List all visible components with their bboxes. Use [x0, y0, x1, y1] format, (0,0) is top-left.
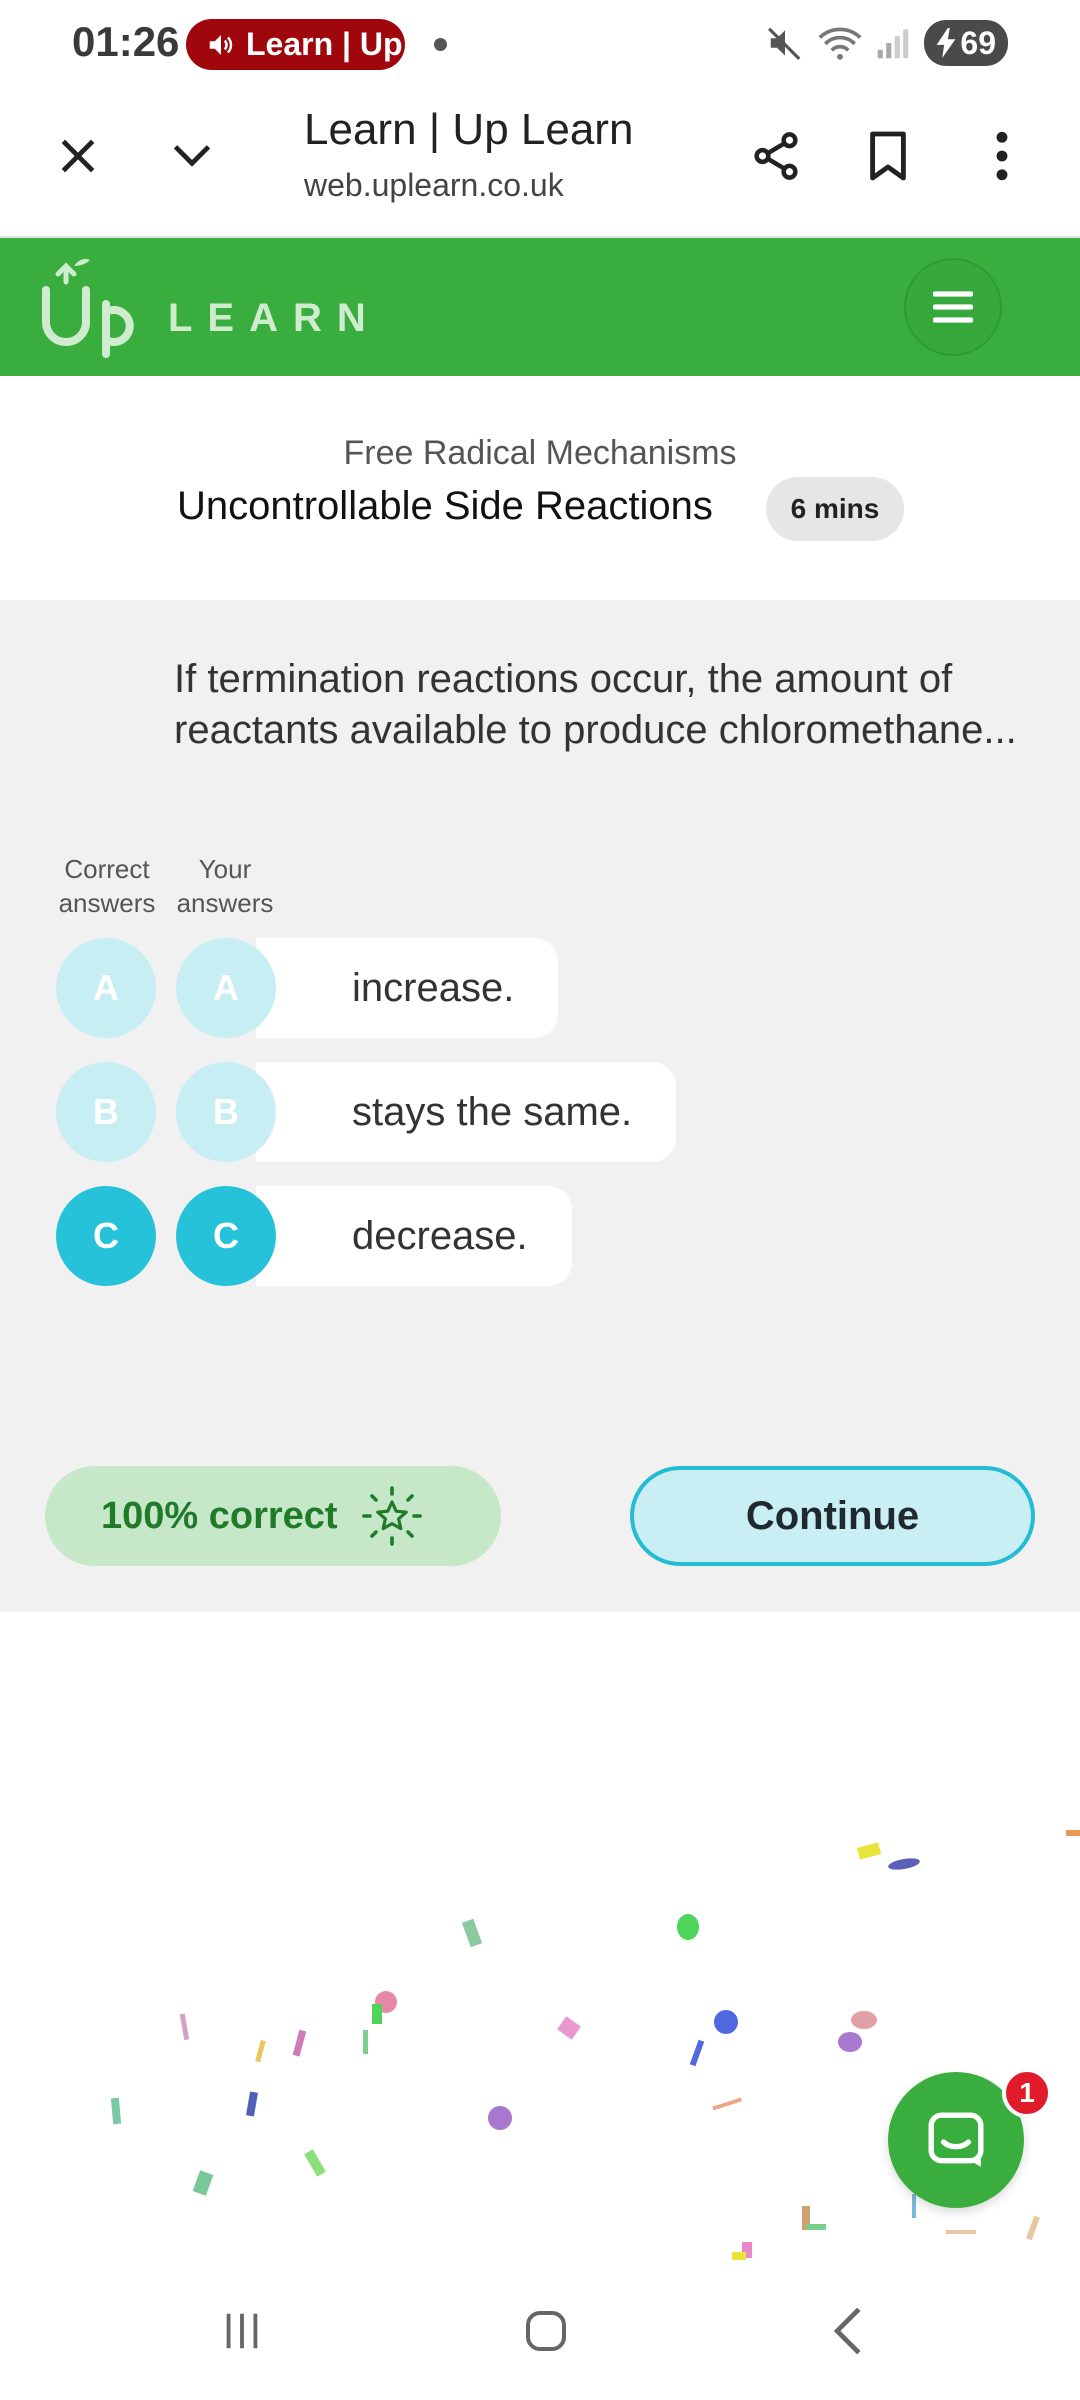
wifi-icon	[818, 24, 862, 62]
answer-option-c[interactable]	[56, 1186, 528, 1286]
main-menu-button[interactable]	[904, 258, 1002, 356]
bookmark-button[interactable]	[848, 116, 928, 196]
back-icon	[828, 2305, 868, 2357]
chat-unread-badge: 1	[1002, 2068, 1052, 2118]
page-url[interactable]: web.uplearn.co.uk	[304, 167, 564, 203]
media-label: Learn | Up	[246, 26, 403, 62]
question-panel	[0, 600, 1080, 1612]
score-badge	[45, 1466, 501, 1566]
lesson-topic: Free Radical Mechanisms	[343, 434, 737, 472]
uplearn-logo-mark	[38, 252, 168, 364]
share-button[interactable]	[736, 116, 816, 196]
mute-icon	[766, 24, 804, 62]
status-bar	[0, 0, 1080, 88]
hamburger-icon	[933, 290, 973, 324]
home-button[interactable]	[496, 2286, 596, 2376]
browser-toolbar	[0, 88, 1080, 238]
your-answer-marker: B	[176, 1062, 276, 1162]
correct-answers-header: Correct answers	[58, 854, 156, 918]
bookmark-icon	[866, 129, 910, 183]
battery-charging-icon	[936, 28, 956, 58]
lesson-title: Uncontrollable Side Reactions	[177, 484, 713, 528]
answer-text: decrease.	[256, 1186, 572, 1286]
score-text: 100% correct	[101, 1494, 338, 1537]
system-nav-bar	[0, 2262, 1080, 2400]
close-tab-button[interactable]	[38, 116, 118, 196]
chat-icon	[925, 2109, 987, 2171]
answer-option-b[interactable]	[56, 1062, 633, 1162]
correct-answer-marker: C	[56, 1186, 156, 1286]
battery-level: 69	[960, 24, 996, 61]
close-icon	[56, 134, 100, 178]
uplearn-logo[interactable]	[38, 252, 398, 364]
back-button[interactable]	[798, 2286, 898, 2376]
answer-option-a[interactable]	[56, 938, 515, 1038]
recents-icon	[219, 2308, 265, 2354]
page-title: Learn | Up Learn	[304, 105, 634, 154]
star-burst-icon	[362, 1486, 422, 1546]
site-header	[0, 238, 1080, 376]
answer-text: increase.	[256, 938, 558, 1038]
battery-indicator	[924, 20, 1008, 66]
question-text: If termination reactions occur, the amount of reactants available to produce chloromethane...	[174, 657, 1017, 752]
continue-button[interactable]: Continue	[630, 1466, 1035, 1566]
more-vert-icon	[995, 131, 1009, 181]
status-icons	[766, 20, 1008, 66]
correct-answer-marker: A	[56, 938, 156, 1038]
your-answer-marker: C	[176, 1186, 276, 1286]
your-answers-header: Your answers	[176, 854, 274, 918]
speaker-icon	[206, 30, 236, 60]
share-icon	[749, 129, 803, 183]
notification-dot	[434, 38, 447, 51]
chevron-down-icon	[166, 134, 218, 178]
logo-text: LEARN	[168, 296, 381, 340]
more-options-button[interactable]	[962, 116, 1042, 196]
your-answer-marker: A	[176, 938, 276, 1038]
signal-icon	[876, 26, 910, 60]
minimize-tab-button[interactable]	[152, 116, 232, 196]
answer-text: stays the same.	[256, 1062, 676, 1162]
recents-button[interactable]	[192, 2286, 292, 2376]
media-playing-chip[interactable]	[186, 19, 405, 70]
correct-answer-marker: B	[56, 1062, 156, 1162]
lesson-heading	[0, 376, 1080, 600]
home-icon	[522, 2307, 570, 2355]
duration-badge: 6 mins	[766, 477, 904, 541]
status-time: 01:26	[72, 18, 180, 65]
